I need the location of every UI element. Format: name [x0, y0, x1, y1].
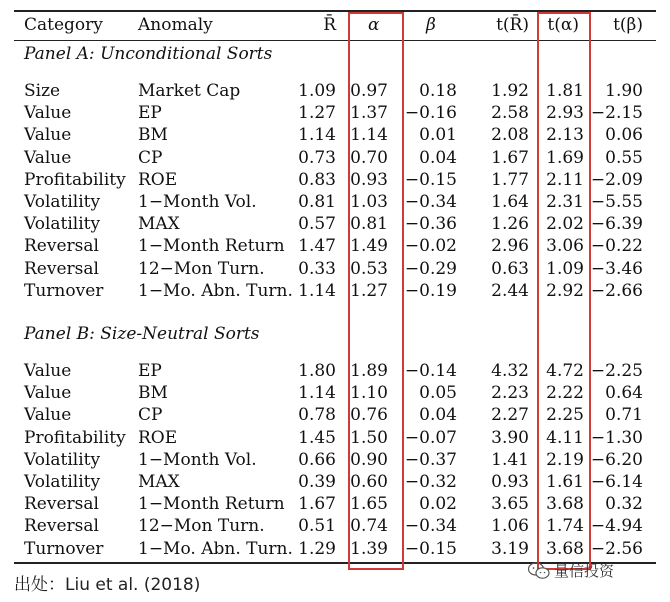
cell-beta: −0.29 — [404, 258, 457, 279]
cell-alpha: 1.14 — [350, 125, 388, 146]
cell-t-rbar: 1.64 — [491, 192, 529, 212]
cell-alpha: 0.70 — [350, 147, 388, 168]
cell-beta: −0.15 — [404, 538, 457, 559]
cell-category: Value — [24, 147, 72, 168]
cell-t-alpha: 1.09 — [546, 258, 584, 279]
cell-beta: 0.04 — [419, 147, 457, 168]
header-t-alpha: t(α) — [547, 15, 579, 35]
t-alpha-highlight-box — [537, 12, 591, 570]
cell-rbar: 0.83 — [298, 169, 336, 190]
cell-category: Value — [24, 361, 72, 381]
cell-t-alpha: 2.31 — [546, 192, 584, 212]
cell-alpha: 0.97 — [350, 81, 388, 101]
cell-t-beta: −2.09 — [590, 169, 643, 190]
cell-rbar: 1.27 — [298, 103, 336, 124]
cell-t-rbar: 3.90 — [491, 427, 529, 448]
cell-t-alpha: 1.81 — [546, 81, 584, 101]
cell-t-rbar: 1.77 — [491, 169, 529, 190]
cell-beta: −0.34 — [404, 516, 457, 537]
cell-anomaly: EP — [138, 361, 162, 381]
cell-t-rbar: 2.44 — [491, 280, 529, 301]
cell-alpha: 0.53 — [350, 258, 388, 279]
cell-t-rbar: 3.65 — [491, 494, 529, 515]
header-category: Category — [24, 15, 103, 35]
cell-anomaly: 1−Month Return — [138, 236, 285, 257]
cell-t-rbar: 0.63 — [491, 258, 529, 279]
cell-alpha: 1.37 — [350, 103, 388, 124]
cell-anomaly: 1−Month Vol. — [138, 192, 257, 212]
cell-t-alpha: 2.13 — [546, 125, 584, 146]
cell-category: Turnover — [24, 538, 104, 559]
cell-t-beta: 0.64 — [605, 383, 643, 404]
cell-t-beta: 1.90 — [605, 81, 643, 101]
cell-rbar: 1.29 — [298, 538, 336, 559]
cell-beta: 0.02 — [419, 494, 457, 515]
cell-category: Value — [24, 103, 72, 124]
cell-t-rbar: 1.67 — [491, 147, 529, 168]
cell-category: Volatility — [24, 214, 101, 235]
cell-t-rbar: 0.93 — [491, 472, 529, 492]
cell-anomaly: 1−Month Vol. — [138, 449, 257, 470]
cell-rbar: 1.14 — [298, 125, 336, 146]
cell-t-rbar: 2.58 — [491, 103, 529, 124]
panel-b-title: Panel B: Size-Neutral Sorts — [24, 324, 260, 344]
cell-t-rbar: 4.32 — [491, 361, 529, 381]
cell-alpha: 0.93 — [350, 169, 388, 190]
cell-t-beta: 0.32 — [605, 494, 643, 515]
cell-t-beta: −2.25 — [590, 361, 643, 381]
cell-t-beta: −6.20 — [590, 449, 643, 470]
cell-beta: 0.04 — [419, 405, 457, 426]
cell-beta: 0.01 — [419, 125, 457, 146]
cell-rbar: 0.73 — [298, 147, 336, 168]
header-anomaly: Anomaly — [138, 15, 213, 35]
cell-t-alpha: 2.02 — [546, 214, 584, 235]
watermark — [528, 560, 614, 581]
cell-category: Volatility — [24, 192, 101, 212]
wechat-icon — [528, 562, 550, 580]
cell-alpha: 1.89 — [350, 361, 388, 381]
cell-rbar: 1.14 — [298, 280, 336, 301]
cell-beta: −0.15 — [404, 169, 457, 190]
cell-t-rbar: 2.23 — [491, 383, 529, 404]
cell-rbar: 0.81 — [298, 192, 336, 212]
cell-beta: −0.19 — [404, 280, 457, 301]
cell-t-beta: −4.94 — [590, 516, 643, 537]
cell-t-alpha: 1.61 — [546, 472, 584, 492]
cell-anomaly: MAX — [138, 214, 180, 235]
cell-category: Reversal — [24, 494, 99, 515]
cell-beta: 0.05 — [419, 383, 457, 404]
cell-alpha: 1.39 — [350, 538, 388, 559]
cell-t-beta: −2.56 — [590, 538, 643, 559]
cell-t-alpha: 2.92 — [546, 280, 584, 301]
panel-a-title: Panel A: Unconditional Sorts — [24, 44, 273, 64]
cell-category: Size — [24, 81, 61, 101]
cell-anomaly: CP — [138, 405, 163, 426]
header-beta: β — [426, 15, 436, 35]
cell-anomaly: 12−Mon Turn. — [138, 258, 265, 279]
cell-beta: −0.34 — [404, 192, 457, 212]
cell-t-alpha: 1.69 — [546, 147, 584, 168]
cell-beta: 0.18 — [419, 81, 457, 101]
cell-anomaly: ROE — [138, 427, 178, 448]
cell-rbar: 1.47 — [298, 236, 336, 257]
cell-rbar: 1.45 — [298, 427, 336, 448]
cell-category: Volatility — [24, 472, 101, 492]
cell-beta: −0.37 — [404, 449, 457, 470]
cell-t-rbar: 1.06 — [491, 516, 529, 537]
cell-t-rbar: 1.26 — [491, 214, 529, 235]
cell-rbar: 0.78 — [298, 405, 336, 426]
cell-category: Value — [24, 383, 72, 404]
cell-alpha: 0.76 — [350, 405, 388, 426]
cell-anomaly: 1−Mo. Abn. Turn. — [138, 538, 293, 559]
cell-alpha: 1.49 — [350, 236, 388, 257]
header-t-rbar: t(R̄) — [496, 15, 529, 35]
cell-beta: −0.07 — [404, 427, 457, 448]
cell-t-beta: 0.71 — [605, 405, 643, 426]
header-rbar: R̄ — [323, 15, 336, 35]
cell-t-beta: −3.46 — [590, 258, 643, 279]
cell-beta: −0.16 — [404, 103, 457, 124]
cell-alpha: 0.60 — [350, 472, 388, 492]
cell-t-rbar: 2.27 — [491, 405, 529, 426]
cell-rbar: 1.09 — [298, 81, 336, 101]
cell-t-alpha: 3.68 — [546, 494, 584, 515]
cell-t-alpha: 3.68 — [546, 538, 584, 559]
cell-alpha: 1.65 — [350, 494, 388, 515]
cell-anomaly: 12−Mon Turn. — [138, 516, 265, 537]
cell-t-alpha: 2.22 — [546, 383, 584, 404]
cell-t-alpha: 1.74 — [546, 516, 584, 537]
cell-t-beta: −6.39 — [590, 214, 643, 235]
cell-category: Value — [24, 405, 72, 426]
cell-t-beta: −1.30 — [590, 427, 643, 448]
cell-alpha: 1.27 — [350, 280, 388, 301]
cell-alpha: 0.81 — [350, 214, 388, 235]
cell-anomaly: 1−Mo. Abn. Turn. — [138, 280, 293, 301]
cell-rbar: 1.67 — [298, 494, 336, 515]
cell-t-beta: −6.14 — [590, 472, 643, 492]
cell-t-beta: 0.06 — [605, 125, 643, 146]
cell-rbar: 0.57 — [298, 214, 336, 235]
watermark-text: 量信投资 — [554, 562, 615, 580]
cell-t-alpha: 2.93 — [546, 103, 584, 124]
cell-t-beta: −2.15 — [590, 103, 643, 124]
cell-t-alpha: 2.11 — [546, 169, 584, 190]
cell-alpha: 1.03 — [350, 192, 388, 212]
cell-t-beta: −0.22 — [590, 236, 643, 257]
cell-rbar: 0.39 — [298, 472, 336, 492]
alpha-highlight-box — [348, 12, 404, 570]
cell-alpha: 0.74 — [350, 516, 388, 537]
cell-alpha: 0.90 — [350, 449, 388, 470]
cell-category: Reversal — [24, 258, 99, 279]
cell-rbar: 0.33 — [298, 258, 336, 279]
cell-t-rbar: 2.96 — [491, 236, 529, 257]
cell-anomaly: BM — [138, 125, 168, 146]
cell-t-rbar: 2.08 — [491, 125, 529, 146]
cell-anomaly: 1−Month Return — [138, 494, 285, 515]
cell-t-alpha: 3.06 — [546, 236, 584, 257]
cell-anomaly: BM — [138, 383, 168, 404]
cell-anomaly: ROE — [138, 169, 178, 190]
cell-rbar: 1.14 — [298, 383, 336, 404]
cell-beta: −0.32 — [404, 472, 457, 492]
cell-rbar: 0.66 — [298, 449, 336, 470]
cell-category: Volatility — [24, 449, 101, 470]
cell-anomaly: EP — [138, 103, 162, 124]
cell-t-beta: −5.55 — [590, 192, 643, 212]
cell-beta: −0.36 — [404, 214, 457, 235]
cell-anomaly: CP — [138, 147, 163, 168]
cell-alpha: 1.10 — [350, 383, 388, 404]
cell-category: Profitability — [24, 427, 126, 448]
cell-category: Reversal — [24, 236, 99, 257]
cell-t-alpha: 2.19 — [546, 449, 584, 470]
cell-category: Reversal — [24, 516, 99, 537]
cell-t-rbar: 3.19 — [491, 538, 529, 559]
cell-rbar: 1.80 — [298, 361, 336, 381]
cell-t-alpha: 4.11 — [546, 427, 584, 448]
cell-category: Value — [24, 125, 72, 146]
cell-t-beta: 0.55 — [605, 147, 643, 168]
cell-t-alpha: 2.25 — [546, 405, 584, 426]
cell-alpha: 1.50 — [350, 427, 388, 448]
cell-category: Turnover — [24, 280, 104, 301]
cell-beta: −0.14 — [404, 361, 457, 381]
cell-t-rbar: 1.41 — [491, 449, 529, 470]
source-citation: 出处：Liu et al. (2018) — [14, 575, 201, 595]
header-t-beta: t(β) — [613, 15, 643, 35]
cell-t-rbar: 1.92 — [491, 81, 529, 101]
cell-beta: −0.02 — [404, 236, 457, 257]
cell-t-beta: −2.66 — [590, 280, 643, 301]
cell-category: Profitability — [24, 169, 126, 190]
cell-t-alpha: 4.72 — [546, 361, 584, 381]
cell-anomaly: MAX — [138, 472, 180, 492]
cell-anomaly: Market Cap — [138, 81, 241, 101]
header-alpha: α — [368, 15, 380, 35]
cell-rbar: 0.51 — [298, 516, 336, 537]
